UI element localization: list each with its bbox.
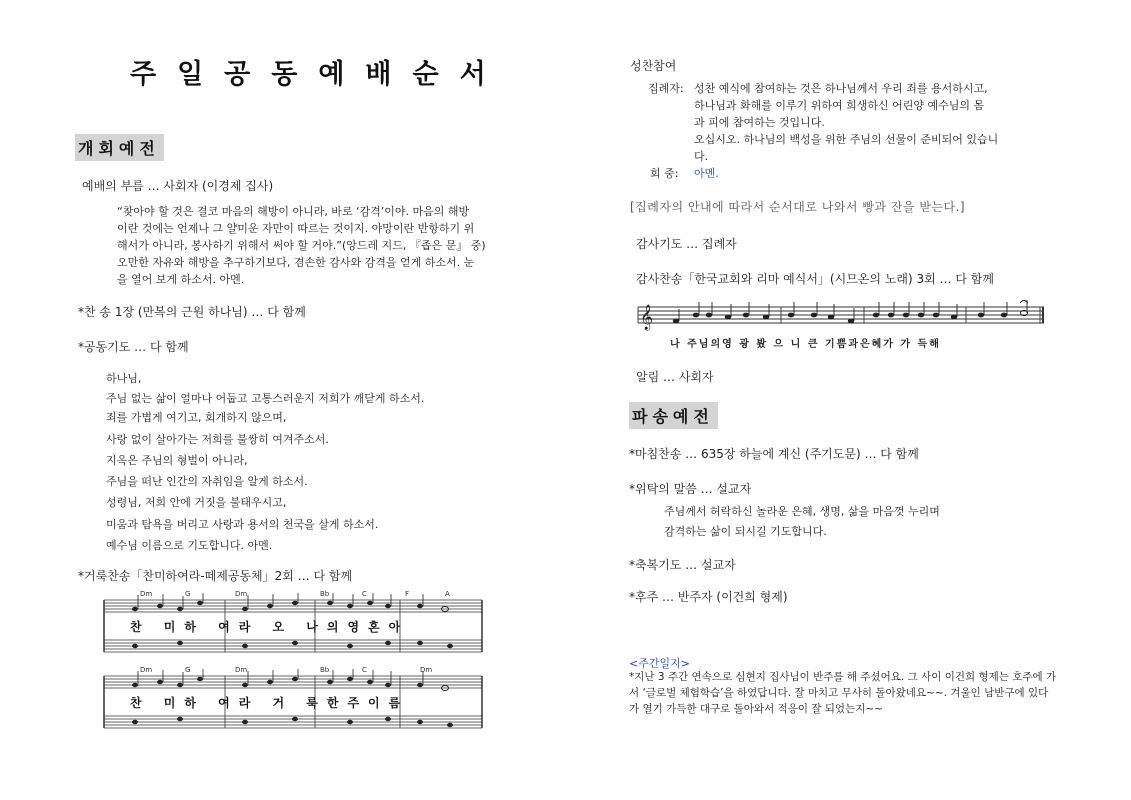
announcements: 알림 … 사회자 <box>636 370 714 384</box>
communion-title: 성찬참여 <box>630 59 677 73</box>
chord-label: Dm <box>140 590 153 598</box>
chord-label: F <box>405 590 410 598</box>
thanks-score-staff <box>636 297 1046 333</box>
prayer-line: 주님 없는 삶이 얼마나 어둡고 고통스러운지 저희가 깨닫게 하소서. <box>106 392 425 405</box>
chord-label: Dm <box>420 666 433 674</box>
prayer-line: 미움과 탐욕을 버리고 사랑과 용서의 천국을 살게 하소서. <box>106 518 379 531</box>
chord-label: G <box>185 590 191 598</box>
officiant-text <box>694 80 998 165</box>
congregation-response: 아멘. <box>694 167 719 180</box>
notice-title: <주간일지> <box>629 657 690 670</box>
guide-note: [집례자의 안내에 따라서 순서대로 나와서 빵과 잔을 받는다.] <box>630 200 966 214</box>
officiant-line: 다. <box>694 150 709 163</box>
thanks-hymn-score <box>636 297 1046 352</box>
hymn-score-top <box>100 592 485 664</box>
benediction: *축복기도 … 설교자 <box>629 558 736 572</box>
postlude: *후주 … 반주자 (이건희 형제) <box>629 590 788 604</box>
commission-line: 감격하는 삶이 되시길 기도합니다. <box>664 525 827 538</box>
hymn-score-bottom <box>100 668 485 740</box>
page-title: 주일공동예배순서 <box>130 59 507 90</box>
quote-line: 을 열어 보게 하소서. 아멘. <box>117 273 245 286</box>
prayer-line: 주님을 떠난 인간의 자취임을 알게 하소서. <box>106 475 308 488</box>
opening-quote <box>117 203 486 288</box>
score-lyrics: 찬 미하 여라 거 룩한주이름 <box>130 696 410 710</box>
chord-label: Bb <box>320 590 330 598</box>
chord-label: G <box>185 666 191 674</box>
common-prayer: *공동기도 … 다 함께 <box>78 340 189 354</box>
chord-label: Dm <box>140 666 153 674</box>
opening-section-heading: 개회예전 <box>75 134 164 161</box>
quote-line: 이란 것에는 언제나 그 얄미운 자만이 따르는 것이지. 야망이란 반항하기 위 <box>117 222 475 235</box>
prayer-line: 성령님, 저희 안에 거짓을 불태우시고, <box>106 496 287 509</box>
chord-label: A <box>445 590 450 598</box>
prayer-line: 지옥은 주님의 형벌이 아니라, <box>106 454 248 467</box>
thanks-hymn: 감사찬송「한국교회와 리마 예식서」(시므온의 노래) 3회 … 다 함께 <box>636 272 994 286</box>
quote-line: 오만한 자유와 해방을 추구하기보다, 겸손한 감사와 감격을 얻게 하소서. 눈 <box>117 256 475 269</box>
prayer-line: 하나님, <box>106 372 142 385</box>
commission: *위탁의 말씀 … 설교자 <box>629 482 752 496</box>
notice-text: *지난 3 주간 연속으로 심현지 집사님이 반주를 해 주셨어요. 그 사이 이건희 형제는 호주에 가서 ‘글로벌 체험학습’을 하였답니다. 잘 마치고 무사히 돌아왔네요~~. 겨울인 남반구에 있다가 열기 가득한 대구로 돌아와서 적응이 잘 되었는지~~ <box>629 671 1057 715</box>
chord-label: Dm <box>235 590 248 598</box>
commission-line: 주님께서 허락하신 놀라운 은혜, 생명, 삶을 마음껏 누리며 <box>664 505 940 518</box>
prayer-line: 사랑 없이 살아가는 저희를 불쌍히 여겨주소서. <box>106 433 329 446</box>
officiant-line: 오십시오. 하나님의 백성을 위한 주님의 선물이 준비되어 있습니 <box>694 133 999 146</box>
chord-label: C <box>362 666 367 674</box>
prayer-line: 예수님 이름으로 기도합니다. 아멘. <box>106 539 273 552</box>
right-page <box>566 0 1131 800</box>
officiant-line: 과 피에 참여하는 것입니다. <box>694 116 825 129</box>
call-to-worship: 예배의 부름 … 사회자 (이경제 집사) <box>82 179 274 193</box>
commission-text <box>664 502 940 542</box>
quote-line: 해서가 아니라, 봉사하기 위해서 써야 할 거야.”(앙드레 지드, 『좁은 문』 중) <box>117 239 486 252</box>
score-lyrics: 찬 미하 여라 오 나의영혼아 <box>130 620 410 634</box>
prayer-line: 죄를 가볍게 여기고, 회개하지 않으며, <box>106 411 287 424</box>
chord-label: Bb <box>320 666 330 674</box>
chord-label: C <box>362 590 367 598</box>
left-page <box>0 0 565 800</box>
svg-text:𝄞: 𝄞 <box>640 305 654 330</box>
officiant-line: 성찬 예식에 참여하는 것은 하나님께서 우리 죄를 용서하시고, <box>694 82 988 95</box>
congregation-label: 회 중: <box>650 167 679 180</box>
officiant-label: 집례자: <box>648 82 684 95</box>
officiant-line: 하나님과 화해를 이루기 위하여 희생하신 어린양 예수님의 몸 <box>694 99 985 112</box>
thanks-score-lyrics: 나 주님의영 광 봤 으 니 큰 기쁨과은혜가 가 득해 <box>670 339 941 350</box>
hymn-1: *찬 송 1장 (만복의 근원 하나님) … 다 함께 <box>78 305 306 319</box>
closing-section-heading: 파송예전 <box>629 402 718 429</box>
quote-line: “찾아야 할 것은 결코 마음의 해방이 아니라, 바로 ‘감격’이야. 마음의 해방 <box>117 205 470 218</box>
holy-hymn: *거룩찬송「찬미하여라-떼제공동체」2회 … 다 함께 <box>78 569 353 583</box>
thanks-prayer: 감사기도 … 집례자 <box>636 237 737 251</box>
closing-hymn: *마침찬송 … 635장 하늘에 계신 (주기도문) … 다 함께 <box>629 447 919 461</box>
chord-label: Dm <box>235 666 248 674</box>
